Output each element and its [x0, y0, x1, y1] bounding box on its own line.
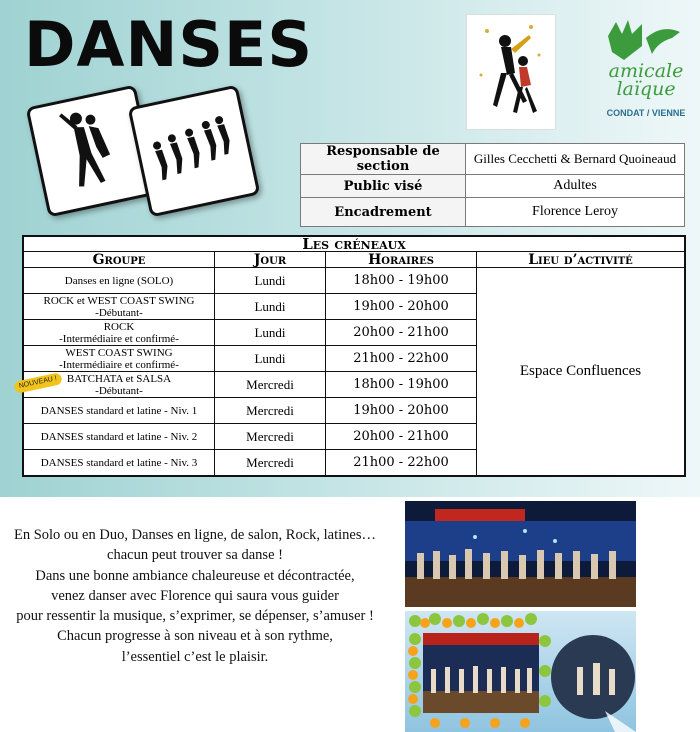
couple-dancers-icon — [29, 89, 148, 208]
header-hours: Horaires — [326, 252, 477, 268]
time-cell: 19h00 - 20h00 — [326, 398, 477, 424]
time-cell: 19h00 - 20h00 — [326, 294, 477, 320]
description-line: l’essentiel c’est le plaisir. — [121, 648, 269, 665]
info-value: Florence Leroy — [466, 198, 685, 227]
slots-header-row — [23, 252, 685, 268]
time-cell: 20h00 - 21h00 — [326, 320, 477, 346]
page-title: DANSES — [24, 8, 313, 81]
logo-line3: CONDAT / VIENNE — [606, 108, 686, 118]
day-cell: Lundi — [215, 320, 326, 346]
header-location: Lieu d’activité — [477, 252, 686, 268]
location-cell: Espace Confluences — [477, 268, 686, 477]
info-label: Public visé — [301, 175, 466, 198]
day-cell: Lundi — [215, 294, 326, 320]
info-value: Gilles Cecchetti & Bernard Quoineaud — [466, 144, 685, 175]
header-group: Groupe — [23, 252, 215, 268]
group-cell: DANSES standard et latine - Niv. 3 — [23, 450, 215, 477]
info-label: Responsable de section — [301, 144, 466, 175]
logo-line2: laïque — [616, 78, 676, 100]
info-table — [300, 143, 685, 227]
day-cell: Mercredi — [215, 450, 326, 477]
info-value: Adultes — [466, 175, 685, 198]
description-line: Chacun progresse à son niveau et à son rythme, — [57, 628, 333, 645]
group-cell: WEST COAST SWING -Intermédiaire et confirmé- — [23, 346, 215, 372]
group-cell: ROCK -Intermédiaire et confirmé- — [23, 320, 215, 346]
day-cell: Lundi — [215, 346, 326, 372]
time-cell: 18h00 - 19h00 — [326, 372, 477, 398]
new-badge: NOUVEAU ! — [13, 372, 62, 394]
time-cell: 21h00 - 22h00 — [326, 450, 477, 477]
slots-caption: Les créneaux — [23, 236, 685, 252]
dance-collage-photo — [405, 611, 636, 732]
info-row — [301, 198, 685, 227]
info-label: Encadrement — [301, 198, 466, 227]
time-cell: 20h00 - 21h00 — [326, 424, 477, 450]
time-cell: 21h00 - 22h00 — [326, 346, 477, 372]
table-row — [23, 268, 685, 294]
description-text — [0, 525, 390, 667]
slots-table — [22, 235, 686, 477]
group-cell: DANSES standard et latine - Niv. 1 — [23, 398, 215, 424]
logo-line1: amicale — [608, 60, 684, 82]
time-cell: 18h00 - 19h00 — [326, 268, 477, 294]
group-cell: Danses en ligne (SOLO) — [23, 268, 215, 294]
description-line: Dans une bonne ambiance chaleureuse et décontractée, — [35, 567, 355, 584]
description-line: En Solo ou en Duo, Danses en ligne, de salon, Rock, latines… — [13, 527, 377, 543]
day-cell: Mercredi — [215, 372, 326, 398]
dance-hall-photo — [405, 501, 636, 607]
info-row — [301, 175, 685, 198]
group-dancers-card — [128, 85, 261, 218]
day-cell: Mercredi — [215, 398, 326, 424]
info-row — [301, 144, 685, 175]
dancer-poster-image — [466, 14, 556, 130]
day-cell: Mercredi — [215, 424, 326, 450]
group-cell: DANSES standard et latine - Niv. 2 — [23, 424, 215, 450]
group-cell: ROCK et WEST COAST SWING -Débutant- — [23, 294, 215, 320]
header-day: Jour — [215, 252, 326, 268]
group-cell: BATCHATA et SALSA -Débutant- — [23, 372, 215, 398]
group-dancers-icon — [131, 89, 250, 208]
amicale-laique-logo — [598, 16, 694, 136]
description-line: chacun peut trouver sa danse ! — [107, 547, 283, 564]
dove-hand-icon — [598, 16, 694, 66]
description-line: pour ressentir la musique, s’exprimer, se dépenser, s’amuser ! — [16, 608, 374, 625]
day-cell: Lundi — [215, 268, 326, 294]
description-line: venez danser avec Florence qui saura vous guider — [51, 587, 339, 604]
